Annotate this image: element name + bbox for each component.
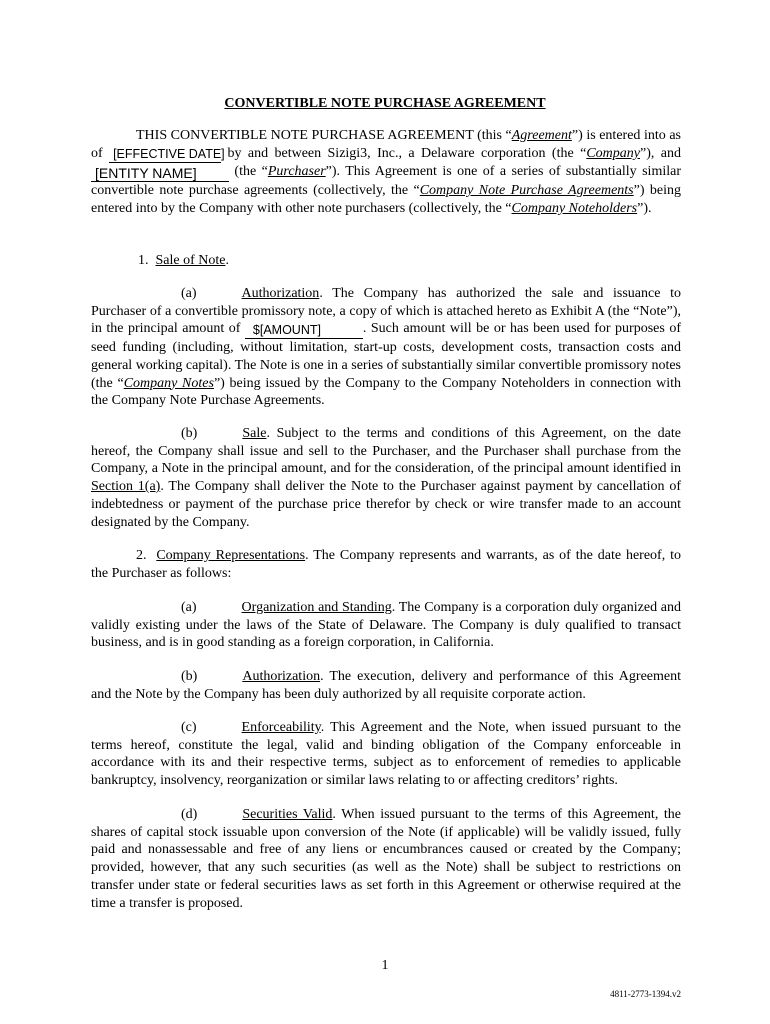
clause-heading: Authorization (242, 669, 321, 684)
clause-text: . The Company shall deliver the Note to the Purchaser against payment by cancellation of indebtedness or payment of the purchase price therefor by check or wire transfer made to an account designated by the Company. (91, 479, 682, 530)
defined-term-purchaser: Purchaser (267, 164, 326, 180)
section-2d-paragraph (91, 806, 681, 912)
intro-text: by and between Sizigi3, Inc., a Delaware corporation (the “ (221, 145, 587, 161)
section-2a-paragraph (91, 599, 681, 652)
section-2b-paragraph (91, 668, 681, 703)
section-heading: Company Representations (156, 548, 306, 563)
clause-label: (a) (181, 286, 197, 301)
clause-text: . The Company has authorized the sale and issuance to Purchaser of a convertible promissory note, a copy of which is attached hereto as Exhibit A (the “Note”), in the principal amount of (91, 286, 681, 337)
clause-label: (d) (181, 807, 198, 822)
clause-text: . When issued pursuant to the terms of this Agreement, the shares of capital stock issuable upon conversion of the Note (if applicable) will be validly issued, fully paid and nonassessable and free of any liens or encumbrances caused or created by the Company; provided, however, that any such securities (as well as the Note) shall be subject to restrictions on transfer under state or federal securities laws as set forth in this Agreement or otherwise required at the time a transfer is proposed. (91, 807, 681, 911)
intro-text: (the “ (229, 164, 268, 180)
intro-text: ”). This Agreement is one of a series of substantially similar convertible note purchase agreements (collectively, the “ (91, 164, 681, 199)
intro-paragraph (91, 127, 681, 218)
section-2-paragraph (91, 547, 681, 582)
section-reference: Section 1(a) (91, 479, 161, 495)
section-1a-paragraph (91, 285, 681, 410)
section-2c-paragraph (91, 719, 681, 790)
heading-period: . (225, 253, 229, 268)
clause-text: . The execution, delivery and performance of this Agreement and the Note by the Company has been duly authorized by all requisite corporate action. (91, 669, 681, 702)
section-1-heading (138, 252, 438, 270)
intro-text: ”). (637, 200, 652, 216)
clause-heading: Authorization (241, 286, 320, 301)
clause-heading: Enforceability (241, 720, 321, 735)
clause-label: (c) (181, 720, 197, 735)
page-number: 1 (381, 958, 389, 973)
section-number: 1. (138, 253, 149, 268)
document-title: CONVERTIBLE NOTE PURCHASE AGREEMENT (224, 96, 546, 111)
amount-field[interactable] (245, 320, 363, 339)
clause-heading: Organization and Standing (241, 600, 392, 615)
defined-term-agreement: Agreement (511, 128, 572, 143)
defined-term-noteholders: Company Noteholders (511, 200, 638, 216)
clause-heading: Securities Valid (242, 807, 333, 822)
intro-text: ”) is entered into as of (91, 128, 681, 161)
section-text: . The Company represents and warrants, as of the date hereof, to the Purchaser as follows: (91, 548, 681, 581)
section-heading: Sale of Note (155, 253, 226, 268)
intro-text: THIS CONVERTIBLE NOTE PURCHASE AGREEMENT (this “ (136, 128, 512, 143)
intro-text: ”) being entered into by the Company with other note purchasers (collectively, the “ (91, 183, 681, 216)
clause-text: ”) being issued by the Company to the Company Noteholders in connection with the Company Note Purchase Agreements. (91, 375, 681, 409)
clause-text: . Such amount will be or has been used for purposes of seed funding (including, without limitation, start-up costs, development costs, transaction costs and general working capital). The Note is one in a series of substantially similar convertible promissory notes (the “ (91, 321, 681, 391)
document-id: 4811-2773-1394.v2 (610, 989, 681, 999)
effective-date-value: [EFFECTIVE DATE] (113, 147, 225, 162)
clause-text: . Subject to the terms and conditions of this Agreement, on the date hereof, the Company shall issue and sell to the Purchaser, and the Purchaser shall purchase from the Company, a Note in the principal amount, and for the consideration, of the principal amount identified in (91, 426, 681, 477)
entity-name-field[interactable] (91, 163, 229, 182)
clause-label: (b) (181, 669, 198, 684)
entity-name-value: [ENTITY NAME] (95, 165, 197, 182)
clause-text: . This Agreement and the Note, when issued pursuant to the terms hereof, constitute the legal, valid and binding obligation of the Company enforceable in accordance with its and their respective terms, subject as to enforcement of remedies to applicable bankruptcy, insolvency, reorganization or similar laws relating to or affecting creditors’ rights. (91, 720, 681, 789)
effective-date-field[interactable] (109, 145, 225, 164)
section-1b-paragraph (91, 425, 681, 531)
intro-text: ”), and (640, 145, 681, 161)
clause-heading: Sale (242, 426, 267, 441)
clause-text: . The Company is a corporation duly organized and validly existing under the laws of the State of Delaware. The Company is duly qualified to transact business, and is in good standing as a foreign corporation, in California. (91, 600, 681, 651)
amount-value: $[AMOUNT] (252, 323, 321, 338)
clause-label: (b) (181, 426, 198, 441)
defined-term-company-notes: Company Notes (123, 375, 214, 391)
clause-label: (a) (181, 600, 197, 615)
defined-term-note-purchase-agreements: Company Note Purchase Agreements (419, 183, 634, 199)
section-number: 2. (136, 548, 147, 563)
defined-term-company: Company (586, 145, 640, 161)
